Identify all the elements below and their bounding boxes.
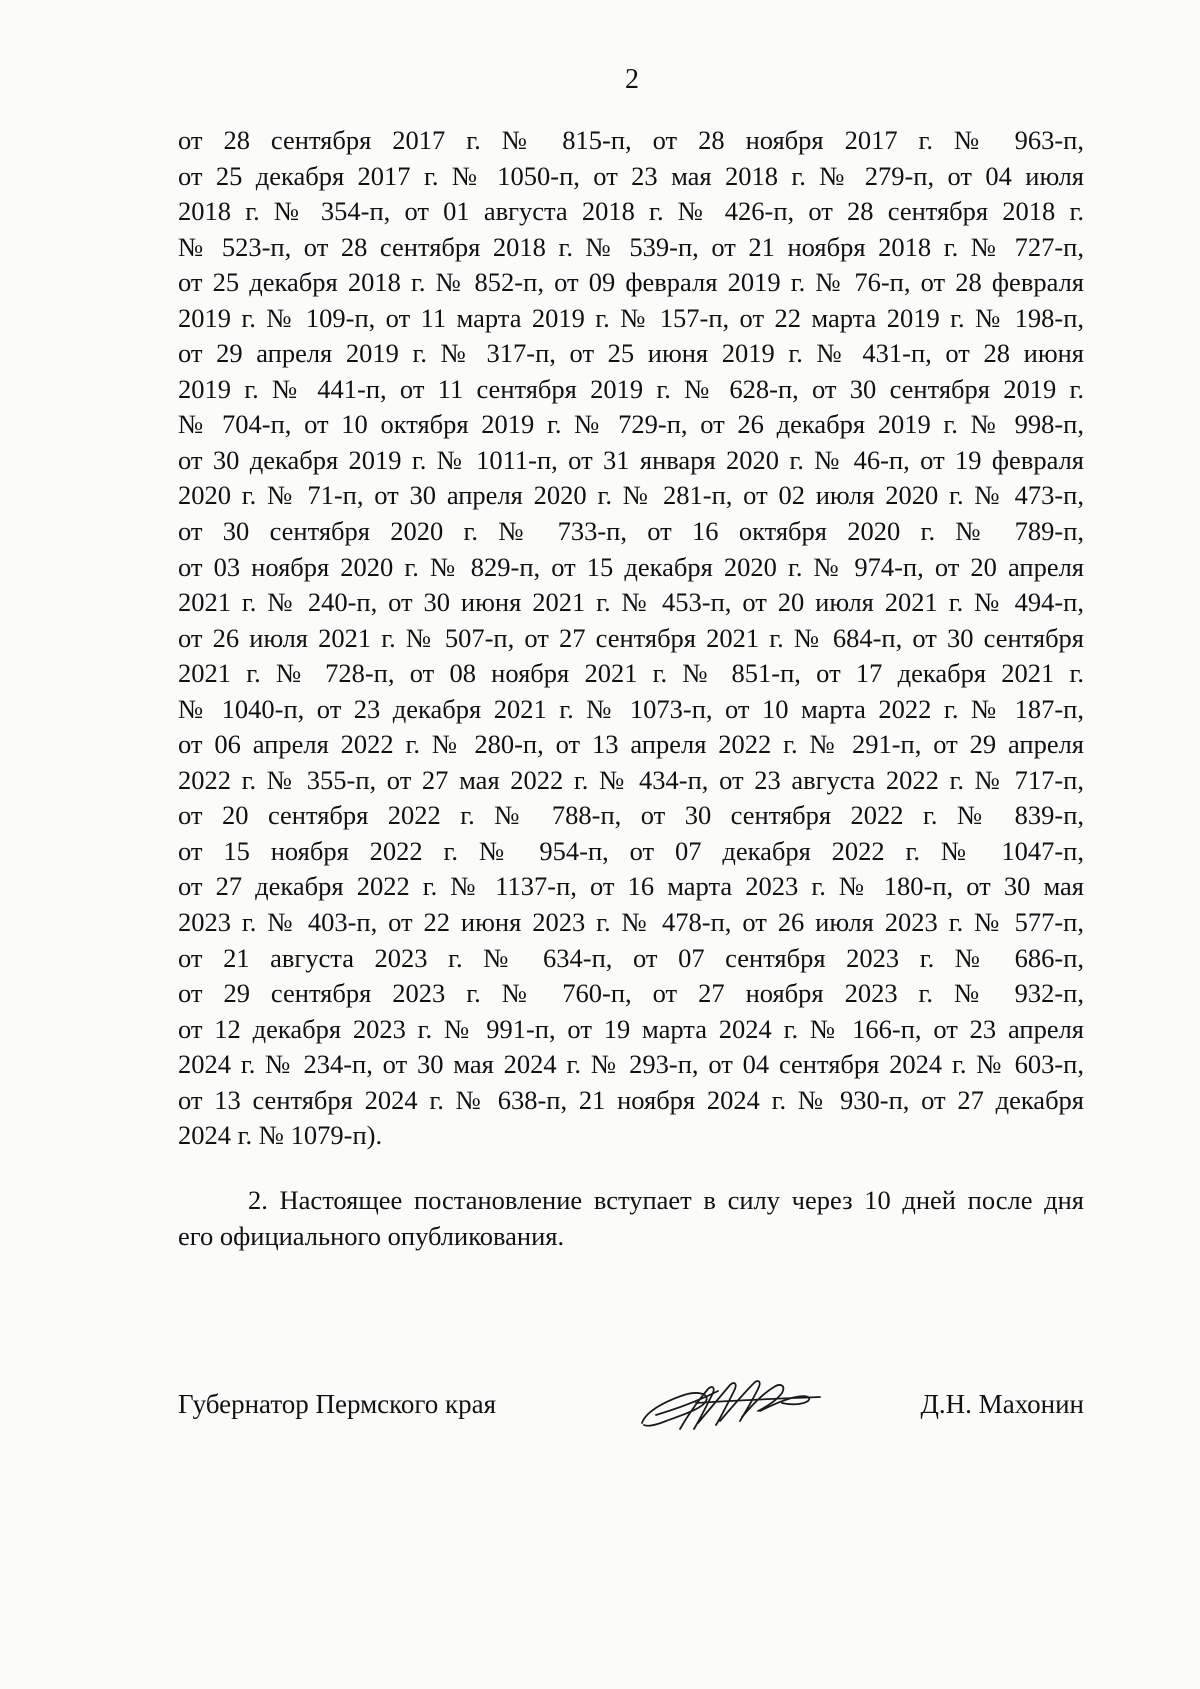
text-line: № 523-п, от 28 сентября 2018 г. № 539-п, от 21 ноября 2018 г. № 727-п, bbox=[178, 231, 1084, 262]
text-line: от 15 ноября 2022 г. № 954-п, от 07 декабря 2022 г. № 1047-п, bbox=[178, 835, 1084, 866]
text-line: 2019 г. № 441-п, от 11 сентября 2019 г. № 628-п, от 30 сентября 2019 г. bbox=[178, 373, 1084, 404]
signer-name: Д.Н. Махонин bbox=[920, 1389, 1084, 1419]
text-line: 2021 г. № 728-п, от 08 ноября 2021 г. № 851-п, от 17 декабря 2021 г. bbox=[178, 658, 1084, 689]
text-line: от 25 декабря 2017 г. № 1050-п, от 23 мая 2018 г. № 279-п, от 04 июля bbox=[178, 160, 1084, 191]
text-line: № 704-п, от 10 октября 2019 г. № 729-п, от 26 декабря 2019 г. № 998-п, bbox=[178, 409, 1084, 440]
text-line: от 29 сентября 2023 г. № 760-п, от 27 ноября 2023 г. № 932-п, bbox=[178, 978, 1084, 1009]
text-line: от 28 сентября 2017 г. № 815-п, от 28 ноября 2017 г. № 963-п, bbox=[178, 125, 1084, 155]
text-line: от 29 апреля 2019 г. № 317-п, от 25 июня 2019 г. № 431-п, от 28 июня bbox=[178, 338, 1084, 369]
text-line: от 12 декабря 2023 г. № 991-п, от 19 марта 2024 г. № 166-п, от 23 апреля bbox=[178, 1013, 1084, 1044]
text-line: от 26 июля 2021 г. № 507-п, от 27 сентября 2021 г. № 684-п, от 30 сентября bbox=[178, 622, 1084, 653]
text-line: 2022 г. № 355-п, от 27 мая 2022 г. № 434-п, от 23 августа 2022 г. № 717-п, bbox=[178, 764, 1084, 795]
text-line: его официального опубликования. bbox=[178, 1220, 565, 1251]
text-line: 2. Настоящее постановление вступает в силу через 10 дней после дня bbox=[248, 1185, 1084, 1215]
text-line: 2018 г. № 354-п, от 01 августа 2018 г. № 426-п, от 28 сентября 2018 г. bbox=[178, 196, 1084, 227]
text-line: от 30 сентября 2020 г. № 733-п, от 16 октября 2020 г. № 789-п, bbox=[178, 516, 1084, 547]
text-line: № 1040-п, от 23 декабря 2021 г. № 1073-п, от 10 марта 2022 г. № 187-п, bbox=[178, 693, 1084, 724]
text-line: 2019 г. № 109-п, от 11 марта 2019 г. № 157-п, от 22 марта 2019 г. № 198-п, bbox=[178, 302, 1084, 333]
text-line: от 25 декабря 2018 г. № 852-п, от 09 февраля 2019 г. № 76-п, от 28 февраля bbox=[178, 267, 1084, 298]
text-line: 2021 г. № 240-п, от 30 июня 2021 г. № 453-п, от 20 июля 2021 г. № 494-п, bbox=[178, 587, 1084, 618]
text-line: от 06 апреля 2022 г. № 280-п, от 13 апреля 2022 г. № 291-п, от 29 апреля bbox=[178, 729, 1084, 760]
text-line: 2024 г. № 1079-п). bbox=[178, 1120, 383, 1151]
handwritten-signature-icon bbox=[636, 1371, 826, 1437]
text-line: 2024 г. № 234-п, от 30 мая 2024 г. № 293-п, от 04 сентября 2024 г. № 603-п, bbox=[178, 1049, 1084, 1080]
amendments-list-paragraph bbox=[178, 123, 1084, 1154]
text-line: от 27 декабря 2022 г. № 1137-п, от 16 марта 2023 г. № 180-п, от 30 мая bbox=[178, 871, 1084, 902]
page-number: 2 bbox=[625, 64, 639, 95]
text-line: от 30 декабря 2019 г. № 1011-п, от 31 января 2020 г. № 46-п, от 19 февраля bbox=[178, 444, 1084, 475]
signer-title: Губернатор Пермского края bbox=[178, 1389, 497, 1419]
text-line: от 21 августа 2023 г. № 634-п, от 07 сентября 2023 г. № 686-п, bbox=[178, 942, 1084, 973]
text-line: от 03 ноября 2020 г. № 829-п, от 15 декабря 2020 г. № 974-п, от 20 апреля bbox=[178, 551, 1084, 582]
effective-date-paragraph bbox=[178, 1183, 1084, 1254]
text-line: от 20 сентября 2022 г. № 788-п, от 30 сентября 2022 г. № 839-п, bbox=[178, 800, 1084, 831]
text-line: от 13 сентября 2024 г. № 638-п, 21 ноября 2024 г. № 930-п, от 27 декабря bbox=[178, 1084, 1084, 1115]
text-line: 2020 г. № 71-п, от 30 апреля 2020 г. № 281-п, от 02 июля 2020 г. № 473-п, bbox=[178, 480, 1084, 511]
text-line: 2023 г. № 403-п, от 22 июня 2023 г. № 478-п, от 26 июля 2023 г. № 577-п, bbox=[178, 907, 1084, 938]
signature-block bbox=[178, 1371, 1084, 1441]
